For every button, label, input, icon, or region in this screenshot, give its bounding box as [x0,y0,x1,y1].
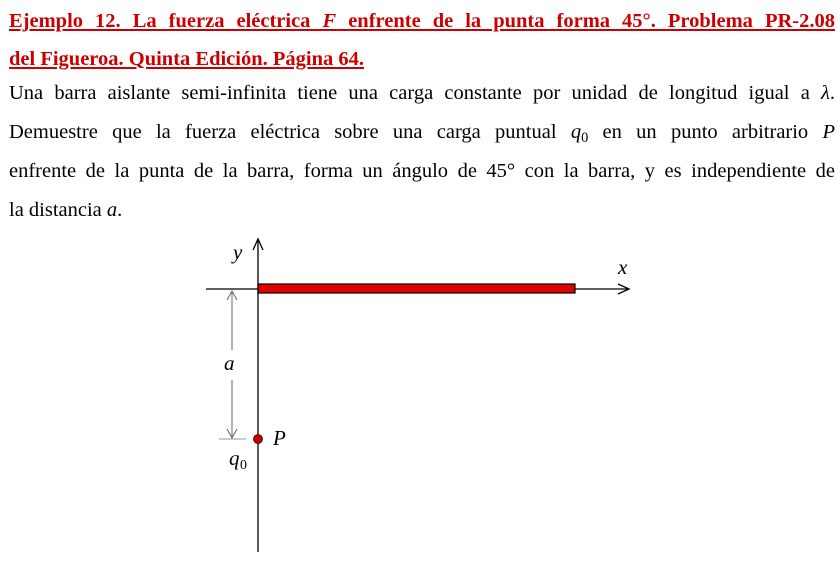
title-text: Ejemplo 12. La fuerza eléctrica [9,10,323,32]
distance-symbol: a [106,199,118,221]
charge-subscript: 0 [581,130,589,146]
y-axis-label: y [233,240,243,264]
title-line-2: del Figueroa. Quinta Edición. Página 64. [9,48,364,70]
charge-symbol: q [570,121,582,143]
statement-period: . [117,199,123,221]
charge-label: q [229,446,240,470]
charged-rod [258,284,575,293]
point-symbol: P [822,121,835,143]
statement-text: la distancia [9,199,107,221]
statement-text: en un punto arbitrario [588,121,823,143]
distance-label: a [224,351,235,375]
title-force-symbol: F [322,10,337,32]
lambda-symbol: λ [820,82,830,104]
statement-text: Una barra aislante semi-infinita tiene una carga constante por unidad de longitud igual a [9,82,821,104]
point-charge [254,435,263,444]
point-label: P [273,426,286,450]
statement-text: Demuestre que la fuerza eléctrica sobre una carga puntual [9,121,571,143]
x-axis-label: x [618,255,628,279]
statement-line-3: enfrente de la punta de la barra, forma un ángulo de 45° con la barra, y es independiente de [9,160,835,182]
title-text-end: enfrente de la punta forma 45°. Problema PR-2.08 [336,10,835,32]
statement-period: . [829,82,835,104]
charge-label-subscript: 0 [240,458,247,473]
